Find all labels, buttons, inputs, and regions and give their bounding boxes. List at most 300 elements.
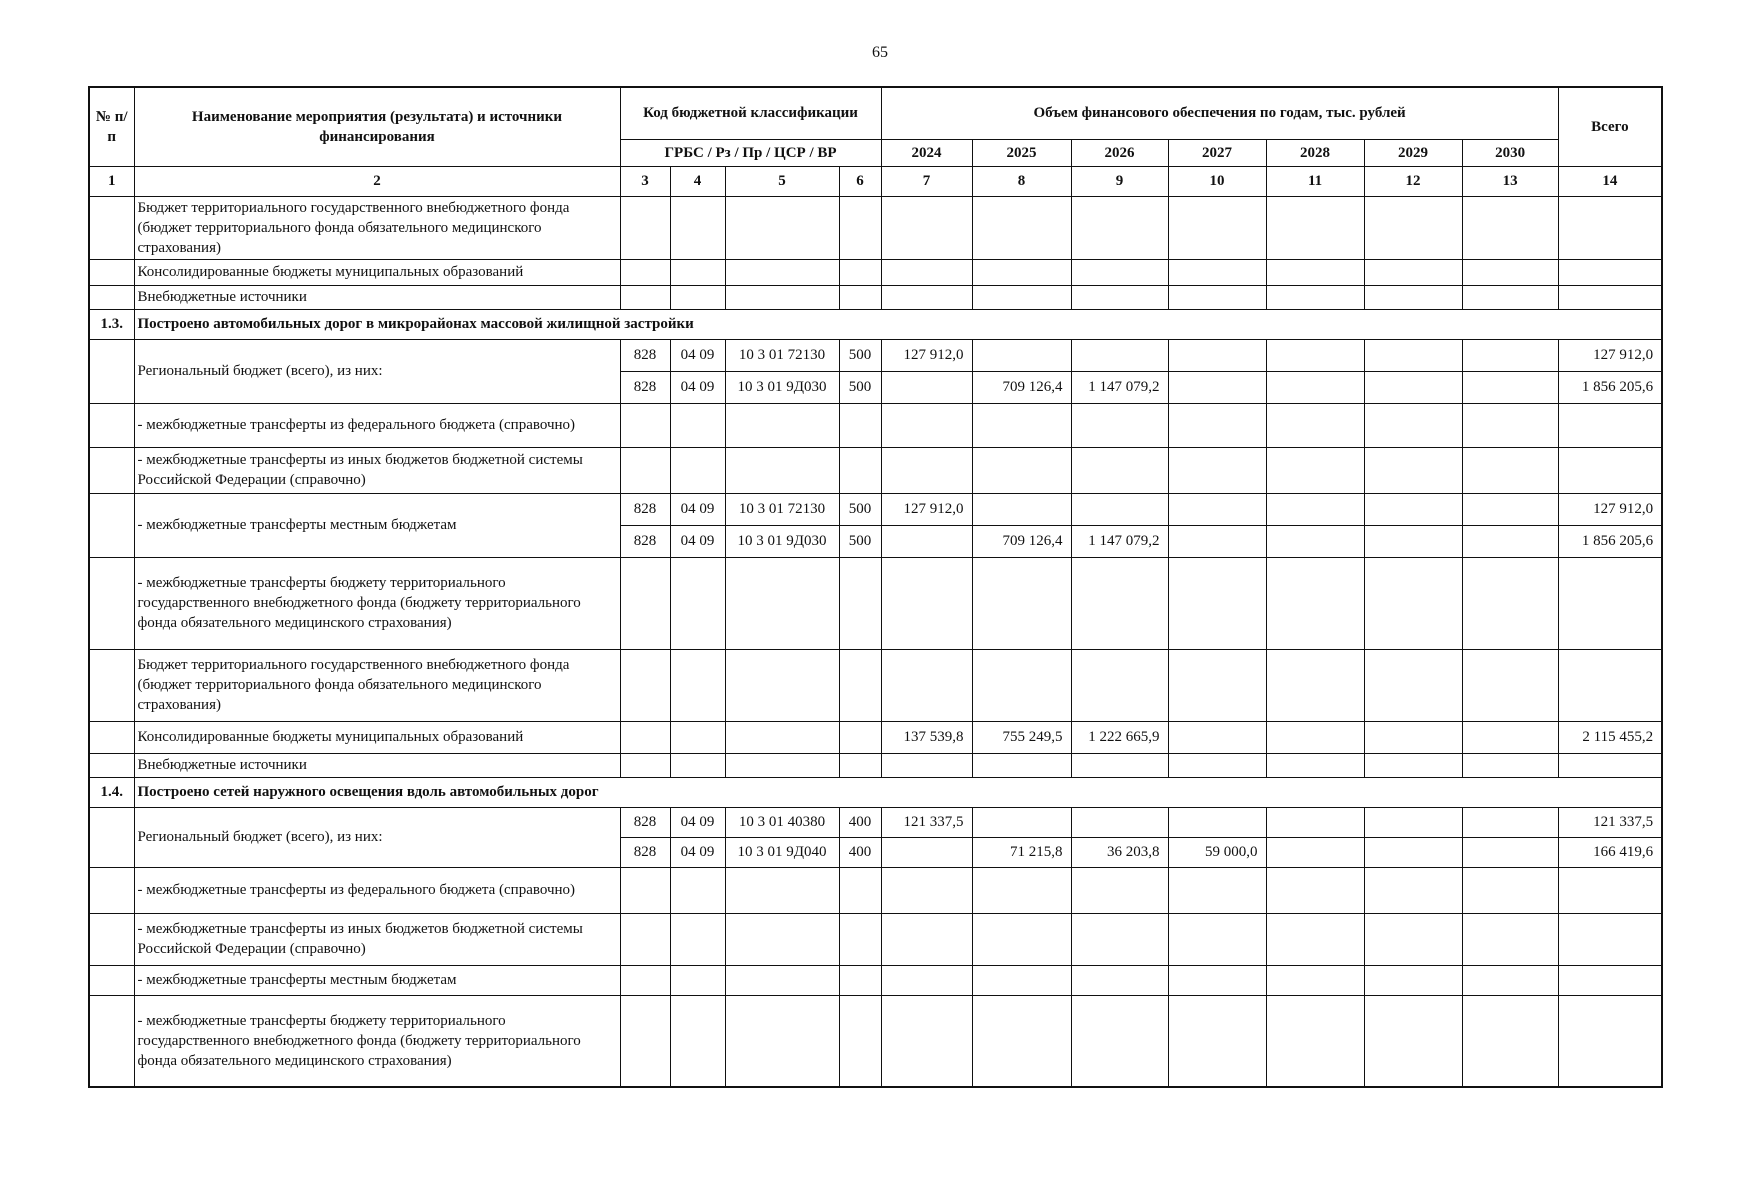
code-cell <box>839 196 881 259</box>
code-vr: 500 <box>839 493 881 525</box>
table-row <box>89 557 1662 649</box>
row-name: - межбюджетные трансферты из иных бюджетов бюджетной системы Российской Федерации (справочно) <box>134 447 620 493</box>
code-cell <box>725 649 839 721</box>
row-index-cell <box>89 867 134 913</box>
amount-2024: 127 912,0 <box>881 339 972 371</box>
code-cell <box>839 867 881 913</box>
amount-2027 <box>1168 649 1266 721</box>
code-cell <box>620 721 670 753</box>
amount-total: 2 115 455,2 <box>1558 721 1662 753</box>
header-total: Всего <box>1558 87 1662 166</box>
code-rz-pr: 04 09 <box>670 837 725 867</box>
amount-2026: 1 147 079,2 <box>1071 371 1168 403</box>
table-row <box>89 867 1662 913</box>
amount-2030 <box>1462 447 1558 493</box>
amount-2028 <box>1266 837 1364 867</box>
amount-2027 <box>1168 493 1266 525</box>
amount-2025 <box>972 913 1071 965</box>
amount-2030 <box>1462 913 1558 965</box>
row-name: Внебюджетные источники <box>134 285 620 309</box>
code-cell <box>725 557 839 649</box>
amount-2028 <box>1266 493 1364 525</box>
code-csr: 10 3 01 72130 <box>725 339 839 371</box>
amount-2026 <box>1071 649 1168 721</box>
amount-2024 <box>881 447 972 493</box>
code-cell <box>620 403 670 447</box>
row-index-cell <box>89 721 134 753</box>
col-number: 6 <box>839 166 881 196</box>
col-number: 7 <box>881 166 972 196</box>
row-index-cell <box>89 807 134 867</box>
code-cell <box>670 913 725 965</box>
code-cell <box>670 557 725 649</box>
amount-total <box>1558 995 1662 1087</box>
amount-2030 <box>1462 525 1558 557</box>
table-row <box>89 339 1662 371</box>
amount-2026 <box>1071 447 1168 493</box>
code-cell <box>670 285 725 309</box>
code-cell <box>670 721 725 753</box>
amount-total <box>1558 259 1662 285</box>
amount-2030 <box>1462 259 1558 285</box>
code-cell <box>620 557 670 649</box>
code-cell <box>620 913 670 965</box>
row-name: Консолидированные бюджеты муниципальных образований <box>134 259 620 285</box>
amount-2025: 709 126,4 <box>972 371 1071 403</box>
amount-2027: 59 000,0 <box>1168 837 1266 867</box>
amount-2026 <box>1071 913 1168 965</box>
amount-2024 <box>881 285 972 309</box>
amount-2028 <box>1266 807 1364 837</box>
row-name: - межбюджетные трансферты бюджету территориального государственного внебюджетного фонда (бюджету территориального фонда обязательного медицинского страхования) <box>134 995 620 1087</box>
amount-2028 <box>1266 965 1364 995</box>
amount-2027 <box>1168 285 1266 309</box>
amount-2027 <box>1168 339 1266 371</box>
row-index-cell <box>89 447 134 493</box>
amount-2026 <box>1071 339 1168 371</box>
amount-2028 <box>1266 867 1364 913</box>
row-name: Региональный бюджет (всего), из них: <box>134 339 620 403</box>
amount-2026 <box>1071 259 1168 285</box>
col-number: 10 <box>1168 166 1266 196</box>
amount-2028 <box>1266 721 1364 753</box>
table-row <box>89 285 1662 309</box>
amount-2024 <box>881 753 972 777</box>
amount-2026: 1 147 079,2 <box>1071 525 1168 557</box>
table-body <box>89 196 1662 1087</box>
amount-2028 <box>1266 995 1364 1087</box>
amount-2024 <box>881 259 972 285</box>
amount-2025 <box>972 447 1071 493</box>
table-row <box>89 259 1662 285</box>
amount-total: 166 419,6 <box>1558 837 1662 867</box>
row-name: - межбюджетные трансферты из федерального бюджета (справочно) <box>134 867 620 913</box>
amount-2028 <box>1266 339 1364 371</box>
section-row <box>89 309 1662 339</box>
amount-2029 <box>1364 837 1462 867</box>
amount-2027 <box>1168 807 1266 837</box>
row-index-cell <box>89 913 134 965</box>
code-cell <box>725 913 839 965</box>
section-index: 1.3. <box>89 309 134 339</box>
row-index-cell <box>89 285 134 309</box>
page-number: 65 <box>872 44 888 61</box>
col-number: 14 <box>1558 166 1662 196</box>
amount-total <box>1558 557 1662 649</box>
amount-2026: 36 203,8 <box>1071 837 1168 867</box>
amount-2029 <box>1364 196 1462 259</box>
amount-2024: 121 337,5 <box>881 807 972 837</box>
amount-2029 <box>1364 753 1462 777</box>
row-name: Консолидированные бюджеты муниципальных образований <box>134 721 620 753</box>
row-index-cell <box>89 403 134 447</box>
amount-2027 <box>1168 371 1266 403</box>
amount-2026 <box>1071 285 1168 309</box>
amount-2028 <box>1266 447 1364 493</box>
code-cell <box>725 995 839 1087</box>
amount-2029 <box>1364 867 1462 913</box>
code-cell <box>839 913 881 965</box>
table-row <box>89 721 1662 753</box>
code-cell <box>725 285 839 309</box>
amount-total <box>1558 867 1662 913</box>
amount-2027 <box>1168 557 1266 649</box>
amount-2029 <box>1364 913 1462 965</box>
amount-2026: 1 222 665,9 <box>1071 721 1168 753</box>
code-cell <box>725 259 839 285</box>
amount-2025 <box>972 339 1071 371</box>
table-row <box>89 995 1662 1087</box>
amount-2024 <box>881 557 972 649</box>
header-year: 2026 <box>1071 139 1168 166</box>
code-cell <box>670 753 725 777</box>
table-row <box>89 965 1662 995</box>
amount-2025 <box>972 965 1071 995</box>
amount-2029 <box>1364 965 1462 995</box>
amount-2030 <box>1462 403 1558 447</box>
col-number: 4 <box>670 166 725 196</box>
section-row <box>89 777 1662 807</box>
amount-2025 <box>972 649 1071 721</box>
amount-2030 <box>1462 557 1558 649</box>
table-row <box>89 196 1662 259</box>
code-cell <box>620 259 670 285</box>
amount-2025 <box>972 259 1071 285</box>
code-cell <box>620 867 670 913</box>
col-number: 12 <box>1364 166 1462 196</box>
code-cell <box>839 403 881 447</box>
code-csr: 10 3 01 40380 <box>725 807 839 837</box>
col-number: 2 <box>134 166 620 196</box>
amount-2024 <box>881 649 972 721</box>
amount-2027 <box>1168 525 1266 557</box>
amount-total: 1 856 205,6 <box>1558 525 1662 557</box>
amount-2028 <box>1266 196 1364 259</box>
amount-2025 <box>972 753 1071 777</box>
amount-2025: 71 215,8 <box>972 837 1071 867</box>
table-row <box>89 493 1662 525</box>
code-cell <box>670 447 725 493</box>
amount-total: 127 912,0 <box>1558 339 1662 371</box>
code-grbs: 828 <box>620 807 670 837</box>
amount-2024 <box>881 371 972 403</box>
code-vr: 500 <box>839 339 881 371</box>
code-cell <box>725 403 839 447</box>
row-index-cell <box>89 259 134 285</box>
code-cell <box>670 995 725 1087</box>
code-cell <box>725 196 839 259</box>
code-rz-pr: 04 09 <box>670 493 725 525</box>
code-cell <box>839 649 881 721</box>
code-cell <box>670 867 725 913</box>
code-cell <box>620 649 670 721</box>
code-vr: 400 <box>839 807 881 837</box>
row-name: Региональный бюджет (всего), из них: <box>134 807 620 867</box>
code-cell <box>839 753 881 777</box>
code-cell <box>725 721 839 753</box>
amount-2027 <box>1168 259 1266 285</box>
code-cell <box>725 753 839 777</box>
code-cell <box>670 965 725 995</box>
amount-total <box>1558 285 1662 309</box>
row-name: Бюджет территориального государственного внебюджетного фонда (бюджет территориального фонда обязательного медицинского страхования) <box>134 196 620 259</box>
row-index-cell <box>89 339 134 403</box>
row-name: Внебюджетные источники <box>134 753 620 777</box>
amount-2027 <box>1168 721 1266 753</box>
code-cell <box>839 259 881 285</box>
amount-2029 <box>1364 493 1462 525</box>
section-title: Построено автомобильных дорог в микрорайонах массовой жилищной застройки <box>134 309 1662 339</box>
code-cell <box>725 447 839 493</box>
header-kbk: Код бюджетной классификации <box>620 87 881 139</box>
amount-total <box>1558 913 1662 965</box>
amount-2030 <box>1462 837 1558 867</box>
amount-2030 <box>1462 807 1558 837</box>
amount-2030 <box>1462 339 1558 371</box>
amount-2025 <box>972 557 1071 649</box>
row-index-cell <box>89 196 134 259</box>
amount-2026 <box>1071 753 1168 777</box>
budget-table <box>88 86 1663 1088</box>
amount-2024: 137 539,8 <box>881 721 972 753</box>
header-kbk-sub: ГРБС / Рз / Пр / ЦСР / ВР <box>620 139 881 166</box>
code-grbs: 828 <box>620 371 670 403</box>
code-cell <box>670 196 725 259</box>
amount-2025 <box>972 196 1071 259</box>
code-csr: 10 3 01 9Д030 <box>725 525 839 557</box>
code-cell <box>839 995 881 1087</box>
amount-2026 <box>1071 807 1168 837</box>
amount-2025 <box>972 403 1071 447</box>
amount-2028 <box>1266 753 1364 777</box>
code-cell <box>620 447 670 493</box>
amount-2029 <box>1364 525 1462 557</box>
code-grbs: 828 <box>620 339 670 371</box>
amount-2024 <box>881 403 972 447</box>
table-row <box>89 403 1662 447</box>
amount-2025 <box>972 493 1071 525</box>
code-cell <box>725 867 839 913</box>
row-index-cell <box>89 557 134 649</box>
amount-2027 <box>1168 867 1266 913</box>
amount-2030 <box>1462 285 1558 309</box>
amount-2027 <box>1168 913 1266 965</box>
code-rz-pr: 04 09 <box>670 371 725 403</box>
amount-2026 <box>1071 493 1168 525</box>
code-cell <box>620 965 670 995</box>
amount-2026 <box>1071 557 1168 649</box>
amount-2028 <box>1266 649 1364 721</box>
amount-2027 <box>1168 196 1266 259</box>
amount-2025 <box>972 995 1071 1087</box>
amount-2030 <box>1462 493 1558 525</box>
header-name: Наименование мероприятия (результата) и источники финансирования <box>134 87 620 166</box>
header-year: 2027 <box>1168 139 1266 166</box>
row-index-cell <box>89 965 134 995</box>
amount-2029 <box>1364 259 1462 285</box>
code-grbs: 828 <box>620 493 670 525</box>
row-name: - межбюджетные трансферты местным бюджетам <box>134 493 620 557</box>
amount-total <box>1558 753 1662 777</box>
amount-2029 <box>1364 339 1462 371</box>
row-name: - межбюджетные трансферты бюджету территориального государственного внебюджетного фонда (бюджету территориального фонда обязательного медицинского страхования) <box>134 557 620 649</box>
amount-2028 <box>1266 525 1364 557</box>
code-vr: 400 <box>839 837 881 867</box>
amount-2030 <box>1462 995 1558 1087</box>
amount-2029 <box>1364 447 1462 493</box>
amount-2026 <box>1071 867 1168 913</box>
header-year: 2028 <box>1266 139 1364 166</box>
code-cell <box>839 447 881 493</box>
amount-2027 <box>1168 965 1266 995</box>
amount-2029 <box>1364 807 1462 837</box>
table-row <box>89 649 1662 721</box>
amount-2026 <box>1071 965 1168 995</box>
amount-2026 <box>1071 196 1168 259</box>
code-rz-pr: 04 09 <box>670 807 725 837</box>
amount-2028 <box>1266 285 1364 309</box>
amount-2028 <box>1266 259 1364 285</box>
row-index-cell <box>89 493 134 557</box>
amount-2029 <box>1364 371 1462 403</box>
col-number: 11 <box>1266 166 1364 196</box>
code-vr: 500 <box>839 371 881 403</box>
col-number: 5 <box>725 166 839 196</box>
amount-2030 <box>1462 867 1558 913</box>
code-cell <box>839 965 881 995</box>
amount-2026 <box>1071 995 1168 1087</box>
table-row <box>89 807 1662 837</box>
amount-2030 <box>1462 371 1558 403</box>
code-csr: 10 3 01 9Д040 <box>725 837 839 867</box>
amount-2030 <box>1462 753 1558 777</box>
row-name: - межбюджетные трансферты из иных бюджетов бюджетной системы Российской Федерации (справочно) <box>134 913 620 965</box>
amount-2029 <box>1364 557 1462 649</box>
amount-2028 <box>1266 913 1364 965</box>
amount-total: 127 912,0 <box>1558 493 1662 525</box>
amount-2024 <box>881 196 972 259</box>
code-cell <box>620 753 670 777</box>
table-row <box>89 913 1662 965</box>
amount-2030 <box>1462 649 1558 721</box>
amount-2028 <box>1266 557 1364 649</box>
code-csr: 10 3 01 9Д030 <box>725 371 839 403</box>
amount-2027 <box>1168 995 1266 1087</box>
amount-2027 <box>1168 447 1266 493</box>
col-number: 9 <box>1071 166 1168 196</box>
code-cell <box>839 721 881 753</box>
col-number: 1 <box>89 166 134 196</box>
col-number: 3 <box>620 166 670 196</box>
amount-2024 <box>881 995 972 1087</box>
col-number: 8 <box>972 166 1071 196</box>
amount-2030 <box>1462 196 1558 259</box>
row-index-cell <box>89 995 134 1087</box>
amount-2027 <box>1168 403 1266 447</box>
code-vr: 500 <box>839 525 881 557</box>
amount-2025: 709 126,4 <box>972 525 1071 557</box>
code-csr: 10 3 01 72130 <box>725 493 839 525</box>
header-volume: Объем финансового обеспечения по годам, тыс. рублей <box>881 87 1558 139</box>
code-cell <box>670 259 725 285</box>
code-grbs: 828 <box>620 837 670 867</box>
amount-2025: 755 249,5 <box>972 721 1071 753</box>
amount-2029 <box>1364 649 1462 721</box>
code-cell <box>839 285 881 309</box>
amount-2024 <box>881 913 972 965</box>
code-cell <box>620 196 670 259</box>
amount-2029 <box>1364 995 1462 1087</box>
amount-2024: 127 912,0 <box>881 493 972 525</box>
amount-2029 <box>1364 403 1462 447</box>
code-cell <box>620 995 670 1087</box>
row-name: - межбюджетные трансферты из федерального бюджета (справочно) <box>134 403 620 447</box>
amount-2028 <box>1266 371 1364 403</box>
amount-2024 <box>881 525 972 557</box>
amount-2024 <box>881 965 972 995</box>
row-index-cell <box>89 649 134 721</box>
header-year: 2029 <box>1364 139 1462 166</box>
amount-total <box>1558 403 1662 447</box>
amount-total <box>1558 447 1662 493</box>
amount-2029 <box>1364 285 1462 309</box>
amount-2029 <box>1364 721 1462 753</box>
col-number: 13 <box>1462 166 1558 196</box>
header-year: 2024 <box>881 139 972 166</box>
code-rz-pr: 04 09 <box>670 339 725 371</box>
table-row <box>89 447 1662 493</box>
amount-2030 <box>1462 721 1558 753</box>
row-name: Бюджет территориального государственного внебюджетного фонда (бюджет территориального фонда обязательного медицинского страхования) <box>134 649 620 721</box>
table-row <box>89 753 1662 777</box>
code-rz-pr: 04 09 <box>670 525 725 557</box>
code-cell <box>670 649 725 721</box>
header-num: № п/п <box>89 87 134 166</box>
amount-total: 1 856 205,6 <box>1558 371 1662 403</box>
code-grbs: 828 <box>620 525 670 557</box>
amount-2024 <box>881 867 972 913</box>
amount-2028 <box>1266 403 1364 447</box>
row-name: - межбюджетные трансферты местным бюджетам <box>134 965 620 995</box>
code-cell <box>725 965 839 995</box>
amount-total <box>1558 196 1662 259</box>
section-index: 1.4. <box>89 777 134 807</box>
code-cell <box>670 403 725 447</box>
row-index-cell <box>89 753 134 777</box>
amount-2025 <box>972 285 1071 309</box>
code-cell <box>839 557 881 649</box>
amount-total <box>1558 649 1662 721</box>
